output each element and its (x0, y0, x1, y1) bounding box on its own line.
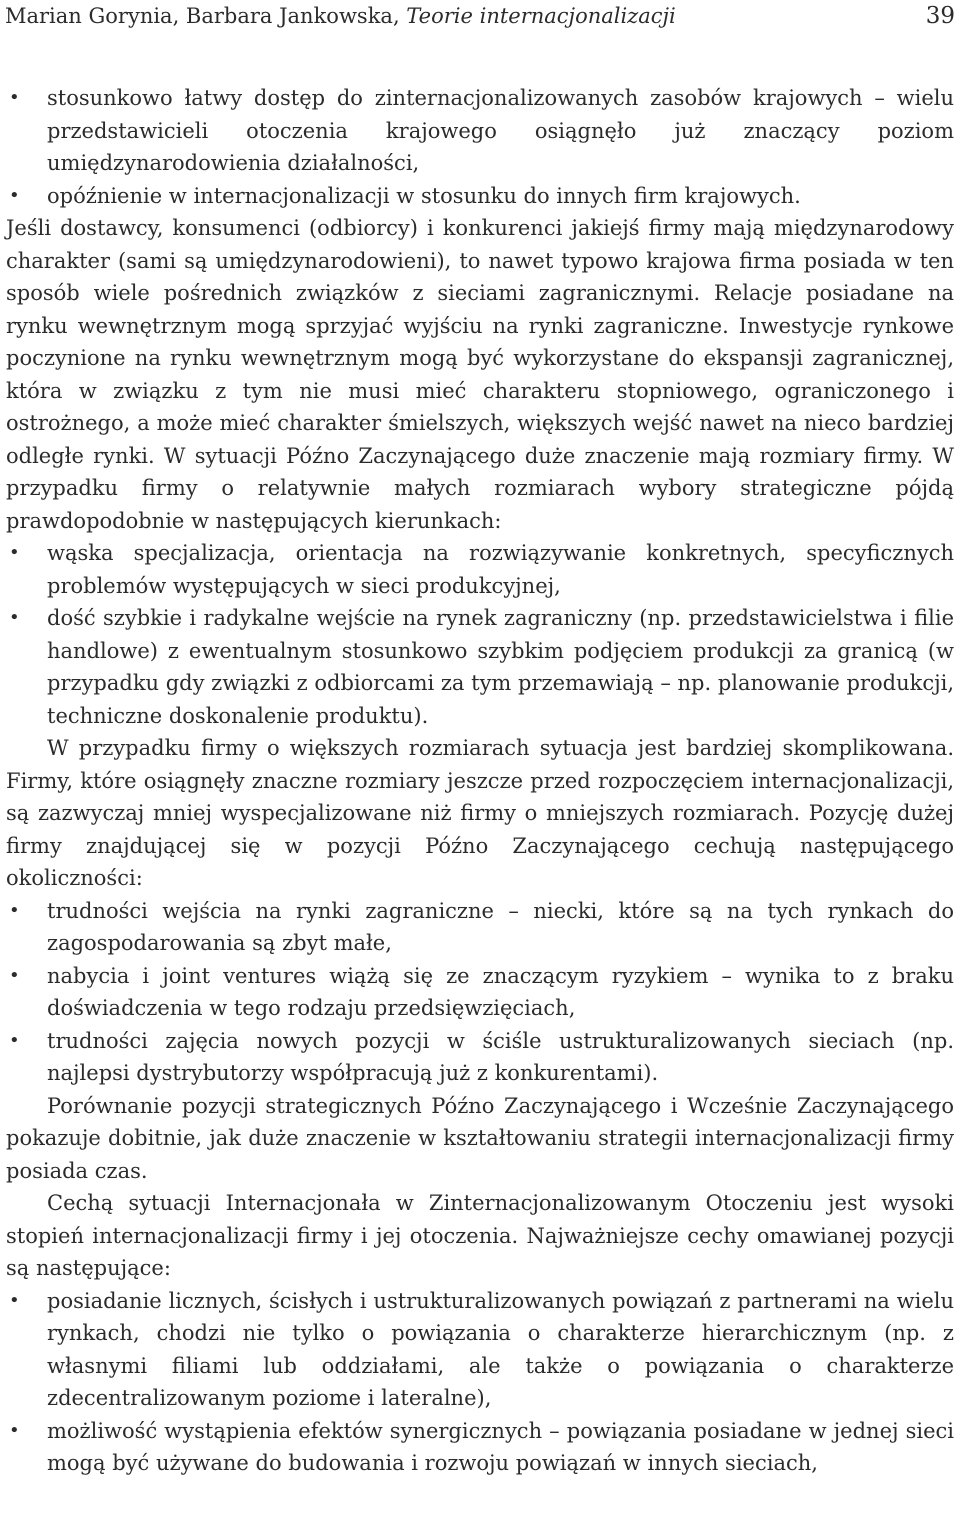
bullet-list-3 (6, 895, 954, 1090)
list-item (6, 1025, 954, 1090)
list-item (6, 537, 954, 602)
page-header (5, 2, 955, 30)
paragraph: Porównanie pozycji strategicznych Późno Zaczynającego i Wcześnie Zaczynającego pokazuje dobitnie, jak duże znaczenie w kształtowaniu strategii internacjonalizacji firmy posiada czas. (6, 1093, 954, 1183)
bullet-icon: • (9, 899, 20, 921)
list-item (6, 1415, 954, 1480)
bullet-list-1 (6, 82, 954, 212)
list-item-text: nabycia i joint ventures wiążą się ze znaczącym ryzykiem – wynika to z braku doświadczenia w tego rodzaju przedsięwzięciach, (47, 963, 954, 1020)
bullet-icon: • (9, 542, 20, 563)
page-number: 39 (925, 3, 955, 29)
list-item (6, 602, 954, 732)
list-item-text: posiadanie licznych, ścisłych i ustrukturalizowanych powiązań z partnerami na wielu rynkach, chodzi nie tylko o powiązania o charakterze hierarchicznym (np. z własnymi filiami lub oddziałami, ale także o powiązania o charakterze zdecentralizowanym poziome i lateralne), (47, 1288, 954, 1410)
list-item-text: wąska specjalizacja, orientacja na rozwiązywanie konkretnych, specyficznych problemów występujących w sieci produkcyjnej, (47, 541, 954, 598)
list-item (6, 180, 954, 213)
bullet-icon: • (9, 184, 20, 206)
paragraph: Jeśli dostawcy, konsumenci (odbiorcy) i konkurenci jakiejś firmy mają międzynarodowy charakter (sami są umiędzynarodowieni), to nawet typowo krajowa firma posiada w ten sposób wiele pośrednich związków z sieciami zagranicznymi. Relacje posiadane na rynku wewnętrznym mogą sprzyjać wyjściu na rynki zagraniczne. Inwestycje rynkowe poczynione na rynku wewnętrznym mogą być wykorzystane do ekspansji zagranicznej, która w związku z tym nie musi mieć charakteru stopniowego, ograniczonego i ostrożnego, a może mieć charakter śmielszych, większych wejść nawet na nieco bardziej odległe rynki. W sytuacji Późno Zaczynającego duże znaczenie mają rozmiary firmy. W przypadku firmy o relatywnie małych rozmiarach wybory strategiczne pójdą prawdopodobnie w następujących kierunkach: (6, 216, 954, 533)
header-book-title: Teorie internacjonalizacji (406, 4, 676, 28)
paragraph: Cechą sytuacji Internacjonała w Zinternacjonalizowanym Otoczeniu jest wysoki stopień internacjonalizacji firmy i jej otoczenia. Najważniejsze cechy omawianej pozycji są następujące: (6, 1191, 954, 1280)
bullet-icon: • (9, 1029, 20, 1051)
list-item-text: możliwość wystąpienia efektów synergicznych – powiązania posiadane w jednej sieci mogą być używane do budowania i rozwoju powiązań w innych sieciach, (47, 1418, 954, 1475)
bullet-icon: • (9, 1419, 20, 1441)
list-item (6, 82, 954, 180)
bullet-icon: • (9, 1289, 20, 1311)
bullet-icon: • (9, 964, 20, 986)
list-item-text: opóźnienie w internacjonalizacji w stosunku do innych firm krajowych. (47, 183, 801, 208)
header-authors: Marian Gorynia, Barbara Jankowska, (5, 4, 407, 28)
list-item-text: trudności zajęcia nowych pozycji w ściśle ustrukturalizowanych sieciach (np. najlepsi dystrybutorzy współpracują już z konkurentami). (47, 1028, 954, 1085)
bullet-list-2 (6, 537, 954, 732)
list-item (6, 895, 954, 960)
list-item (6, 960, 954, 1025)
page-body (6, 82, 954, 1480)
bullet-icon: • (9, 607, 20, 628)
paragraph: W przypadku firmy o większych rozmiarach sytuacja jest bardziej skomplikowana. Firmy, które osiągnęły znaczne rozmiary jeszcze przed rozpoczęciem internacjonalizacji, są zazwyczaj mniej wyspecjalizowane niż firmy o mniejszych rozmiarach. Pozycję dużej firmy znajdującej się w pozycji Późno Zaczynającego cechują następującego okoliczności: (6, 736, 954, 890)
bullet-icon: • (9, 87, 20, 108)
bullet-list-4 (6, 1285, 954, 1480)
list-item-text: stosunkowo łatwy dostęp do zinternacjonalizowanych zasobów krajowych – wielu przedstawicieli otoczenia krajowego osiągnęło już znaczący poziom umiędzynarodowienia działalności, (47, 86, 954, 175)
list-item-text: dość szybkie i radykalne wejście na rynek zagraniczny (np. przedstawicielstwa i filie handlowe) z ewentualnym stosunkowo szybkim podjęciem produkcji za granicą (w przypadku gdy związki z odbiorcami za tym przemawiają – np. planowanie produkcji, techniczne doskonalenie produktu). (47, 606, 955, 728)
list-item-text: trudności wejścia na rynki zagraniczne – niecki, które są na tych rynkach do zagospodarowania są zbyt małe, (47, 898, 954, 955)
list-item (6, 1285, 954, 1415)
